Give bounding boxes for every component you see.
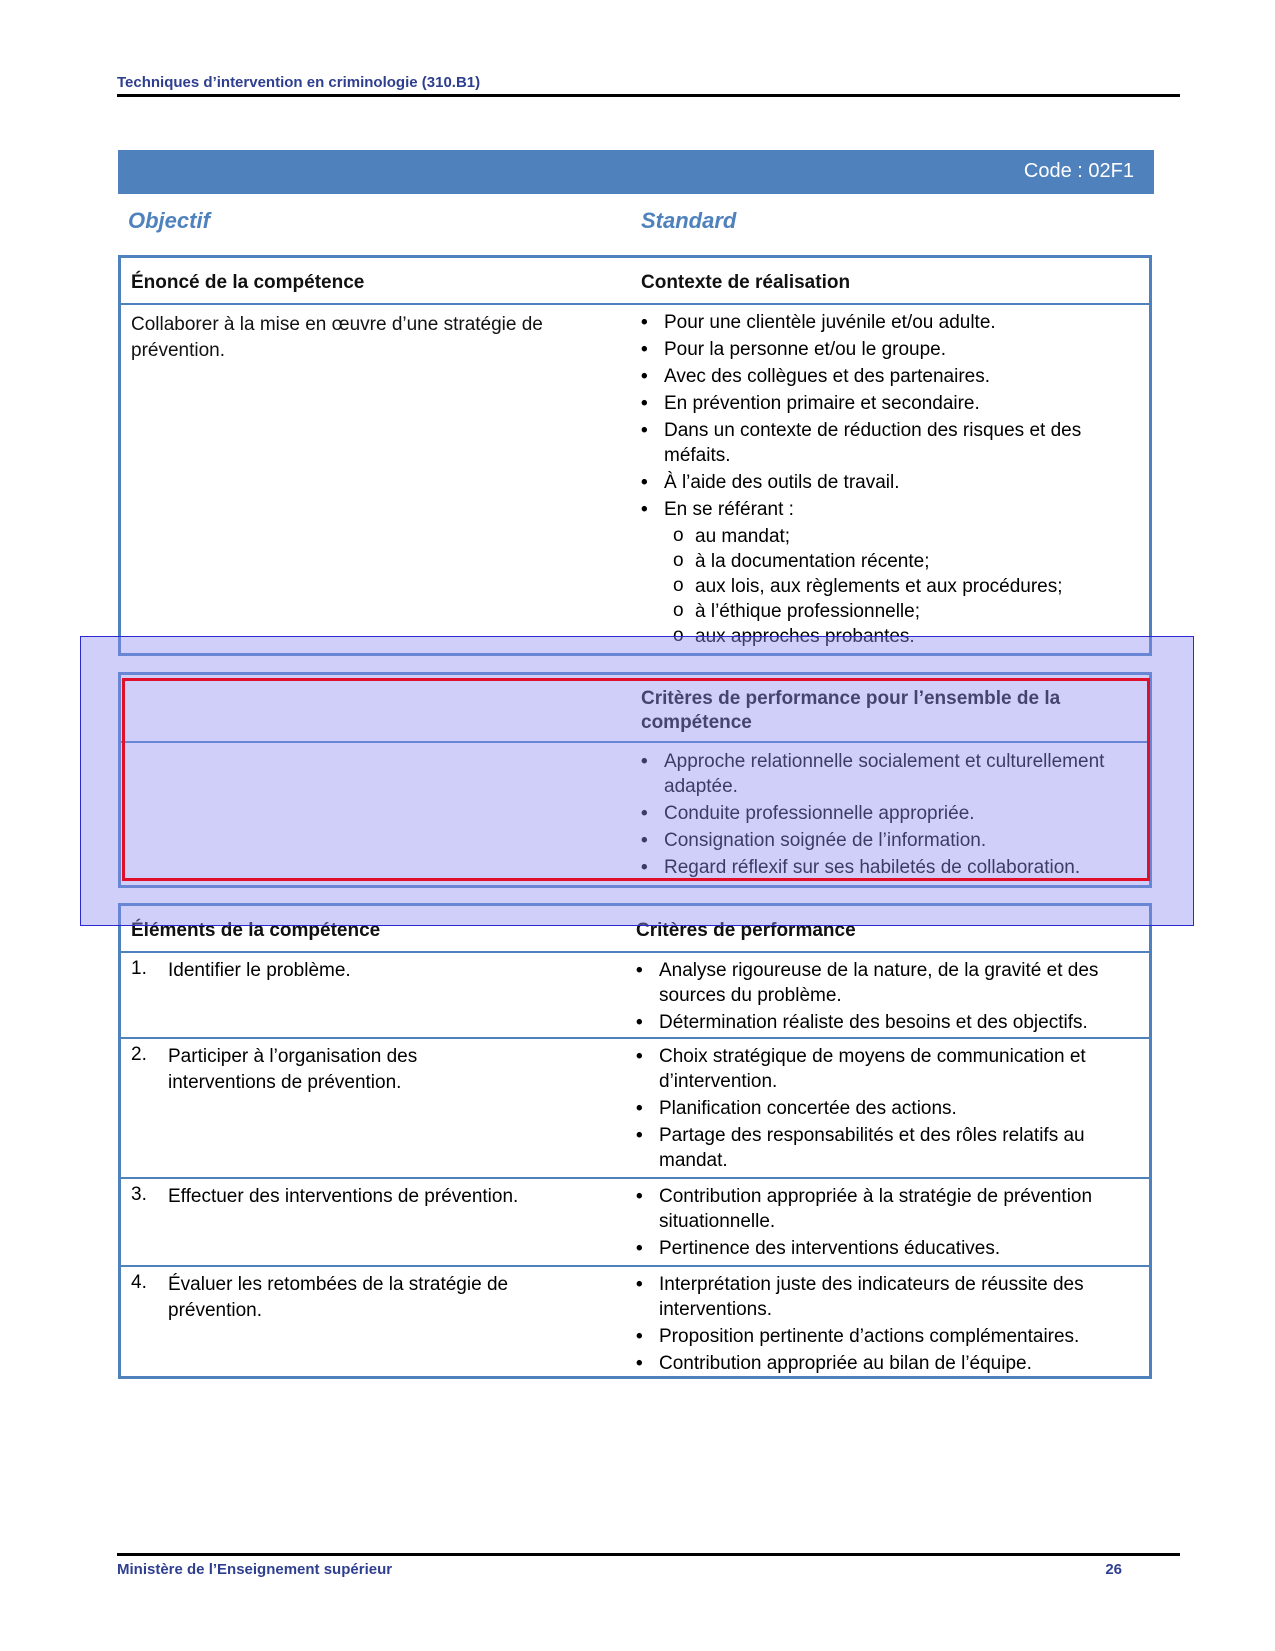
sub-list-item: o à l’éthique professionnelle; (673, 599, 1141, 624)
element-number: 3. (131, 1184, 147, 1205)
list-item: • Dans un contexte de réduction des risques et des méfaits. (641, 418, 1141, 468)
list-item: • Regard réflexif sur ses habiletés de collaboration. (641, 855, 1111, 880)
header-rule (117, 94, 1180, 97)
element-row (121, 958, 1149, 1040)
element-row (121, 1044, 1149, 1176)
column-titles (128, 208, 1148, 236)
list-item: • À l’aide des outils de travail. (641, 470, 1141, 495)
list-item: • Approche relationnelle socialement et culturellement adaptée. (641, 749, 1111, 799)
sub-list-item: o au mandat; (673, 524, 1141, 549)
list-item: • Analyse rigoureuse de la nature, de la gravité et des sources du problème. (636, 958, 1141, 1008)
element-number: 2. (131, 1044, 147, 1065)
list-item: • Contribution appropriée au bilan de l’équipe. (636, 1351, 1141, 1376)
list-item: • Choix stratégique de moyens de communication et d’intervention. (636, 1044, 1141, 1094)
divider (121, 951, 1149, 953)
list-item: • Conduite professionnelle appropriée. (641, 801, 1111, 826)
list-item: • En prévention primaire et secondaire. (641, 391, 1141, 416)
element-row (121, 1184, 1149, 1266)
divider (121, 303, 1149, 305)
running-header: Techniques d’intervention en criminologie (310.B1) (117, 74, 481, 91)
running-footer (117, 1561, 1122, 1578)
elements-box (118, 903, 1152, 1379)
list-item: • En se référant : (641, 497, 1141, 522)
divider (121, 1037, 1149, 1039)
list-item: • Pour une clientèle juvénile et/ou adulte. (641, 310, 1141, 335)
element-text: Identifier le problème. (168, 960, 351, 981)
sub-list-item: o aux lois, aux règlements et aux procédures; (673, 574, 1141, 599)
element-criteria (636, 1272, 1141, 1378)
list-item: • Pertinence des interventions éducatives. (636, 1236, 1141, 1261)
list-item: • Proposition pertinente d’actions complémentaires. (636, 1324, 1141, 1349)
element-number: 1. (131, 958, 147, 979)
criteria-header: Critères de performance (636, 920, 856, 941)
statement-header: Énoncé de la compétence (131, 272, 365, 293)
element-criteria (636, 1184, 1141, 1263)
sub-list-item: o à la documentation récente; (673, 549, 1141, 574)
element-criteria (636, 1044, 1141, 1175)
overall-criteria-header: Critères de performance pour l’ensemble de la compétence (641, 688, 1061, 733)
list-item: • Avec des collègues et des partenaires. (641, 364, 1141, 389)
standard-title: Standard (641, 208, 737, 233)
context-list (641, 310, 1141, 649)
divider (121, 1177, 1149, 1179)
competency-code: Code : 02F1 (1023, 160, 1134, 182)
element-criteria (636, 958, 1141, 1037)
selection-frame (122, 678, 1150, 881)
competency-statement: Collaborer à la mise en œuvre d’une stratégie de prévention. (131, 314, 543, 361)
element-row (121, 1272, 1149, 1376)
context-header: Contexte de réalisation (641, 272, 851, 293)
footer-rule (117, 1553, 1180, 1556)
page-number: 26 (1105, 1561, 1122, 1578)
element-text: Participer à l’organisation des interventions de prévention. (168, 1046, 418, 1093)
list-item: • Détermination réaliste des besoins et des objectifs. (636, 1010, 1141, 1035)
sub-list-item: o aux approches probantes. (673, 624, 1141, 649)
objectif-title: Objectif (128, 208, 210, 233)
list-item: • Pour la personne et/ou le groupe. (641, 337, 1141, 362)
element-text: Évaluer les retombées de la stratégie de prévention. (168, 1274, 509, 1321)
code-bar (118, 150, 1154, 194)
elements-header: Éléments de la compétence (131, 920, 381, 941)
element-text: Effectuer des interventions de prévention. (168, 1186, 519, 1207)
element-number: 4. (131, 1272, 147, 1293)
list-item: • Consignation soignée de l’information. (641, 828, 1111, 853)
list-item: • Contribution appropriée à la stratégie de prévention situationnelle. (636, 1184, 1141, 1234)
ministry-name: Ministère de l’Enseignement supérieur (117, 1561, 393, 1578)
divider (121, 1265, 1149, 1267)
list-item: • Interprétation juste des indicateurs de réussite des interventions. (636, 1272, 1141, 1322)
list-item: • Partage des responsabilités et des rôles relatifs au mandat. (636, 1123, 1141, 1173)
competency-statement-box (118, 255, 1152, 656)
list-item: • Planification concertée des actions. (636, 1096, 1141, 1121)
